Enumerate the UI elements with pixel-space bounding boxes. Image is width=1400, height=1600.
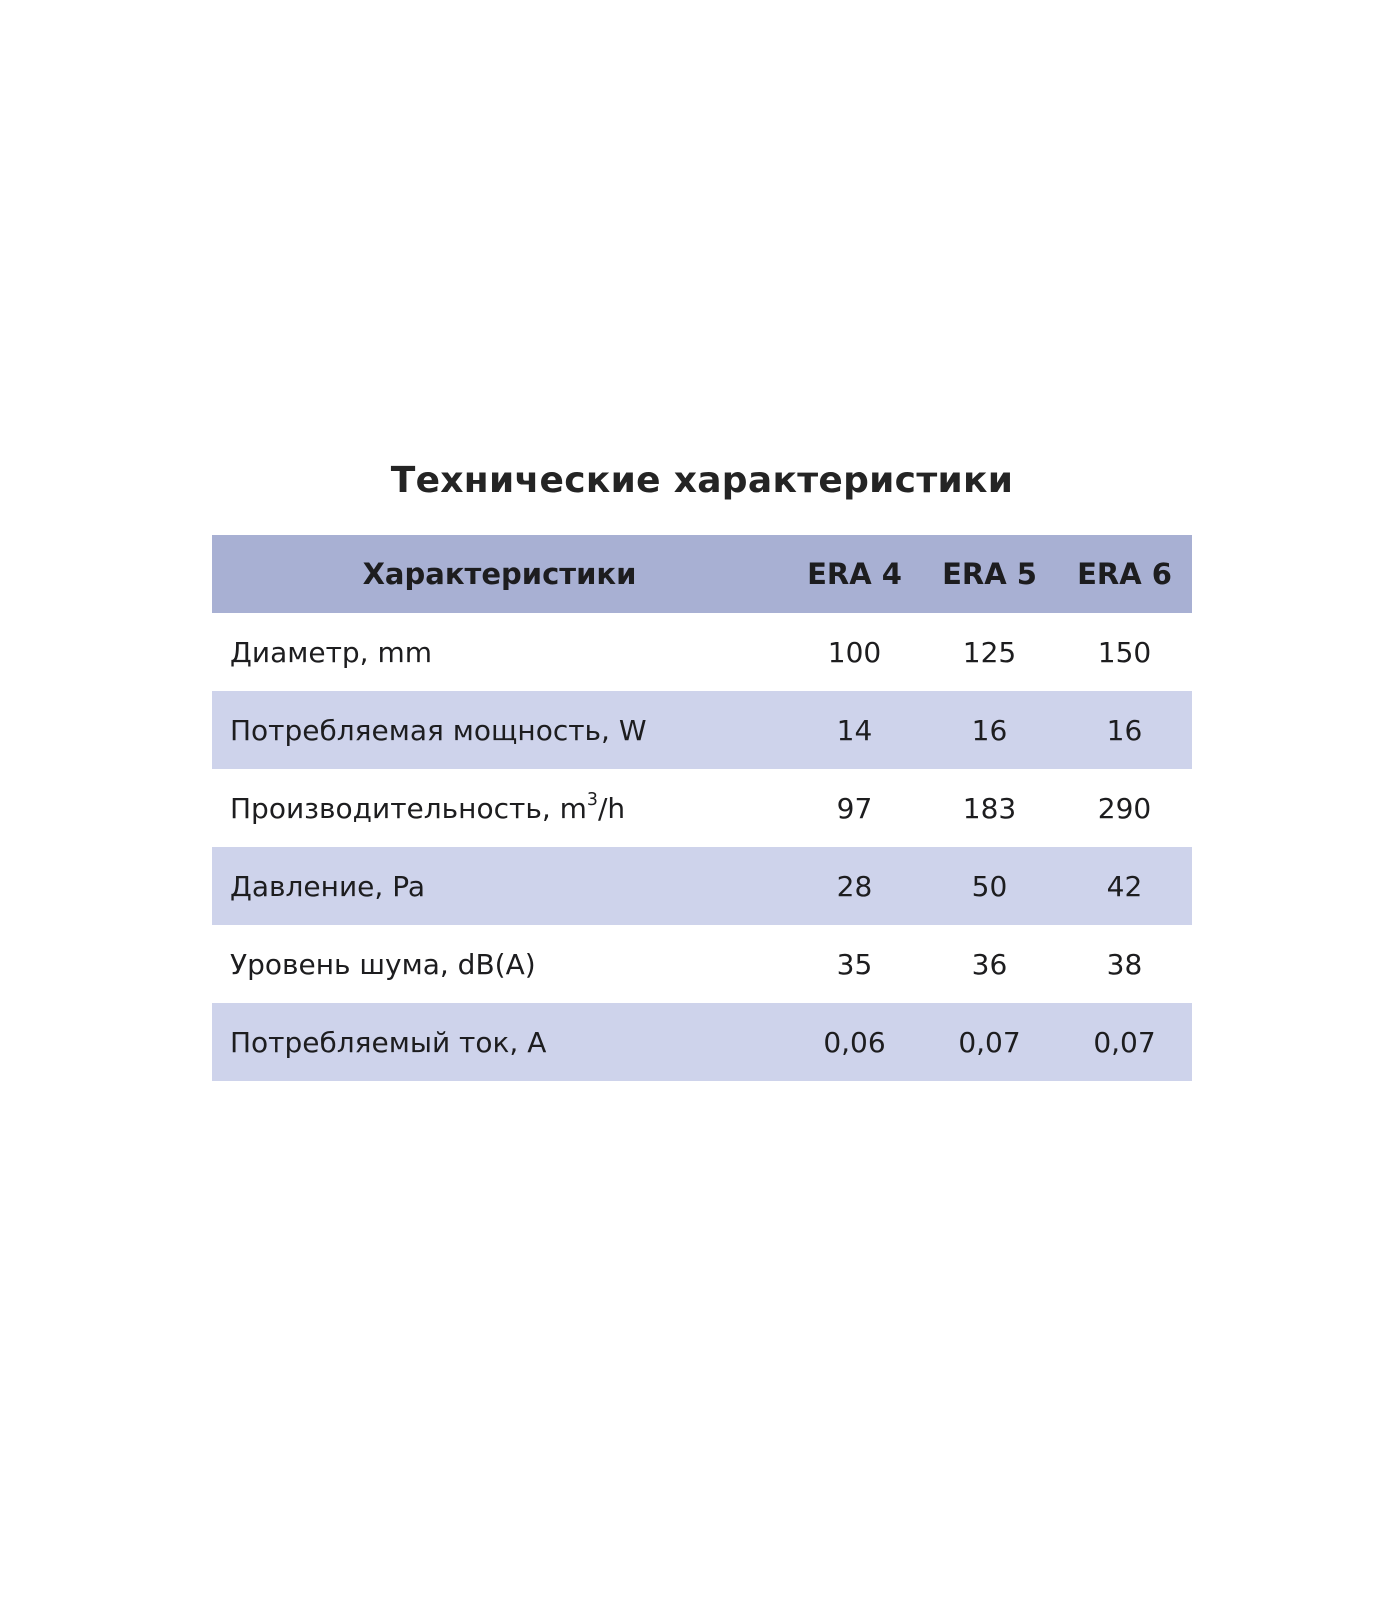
table-header-row xyxy=(212,535,1192,613)
row-label-text: Производительность, m xyxy=(230,791,587,825)
row-label xyxy=(212,636,787,669)
row-value-era6: 150 xyxy=(1097,635,1152,669)
row-value-era5: 36 xyxy=(971,947,1008,981)
row-label-text: Диаметр, mm xyxy=(230,635,433,669)
row-value-era6: 38 xyxy=(1106,947,1143,981)
row-label-superscript: 3 xyxy=(586,789,598,810)
row-label-suffix: /h xyxy=(597,791,626,825)
row-label-text: Потребляемый ток, A xyxy=(230,1025,547,1059)
table-row-pressure xyxy=(212,847,1192,925)
row-label-text: Давление, Pa xyxy=(230,869,425,903)
specs-table xyxy=(212,535,1192,1081)
column-header-era6: ERA 6 xyxy=(1077,557,1172,591)
row-value-era5: 183 xyxy=(962,791,1017,825)
column-header-characteristics: Характеристики xyxy=(362,557,637,591)
row-value-era4: 14 xyxy=(836,713,873,747)
row-label xyxy=(212,948,787,981)
row-value-era4: 97 xyxy=(836,791,873,825)
table-row-diameter xyxy=(212,613,1192,691)
row-value-era4: 28 xyxy=(836,869,873,903)
table-row-noise xyxy=(212,925,1192,1003)
row-label xyxy=(212,1026,787,1059)
row-value-era6: 290 xyxy=(1097,791,1152,825)
page-title: Технические характеристики xyxy=(390,460,1014,501)
row-value-era5: 0,07 xyxy=(958,1025,1021,1059)
row-value-era4: 0,06 xyxy=(823,1025,886,1059)
table-row-airflow xyxy=(212,769,1192,847)
row-value-era6: 16 xyxy=(1106,713,1143,747)
row-value-era6: 42 xyxy=(1106,869,1143,903)
row-label xyxy=(212,870,787,903)
row-value-era5: 50 xyxy=(971,869,1008,903)
column-header-era4: ERA 4 xyxy=(807,557,902,591)
row-label-text: Уровень шума, dB(A) xyxy=(230,947,536,981)
column-header-era5: ERA 5 xyxy=(942,557,1037,591)
row-value-era4: 35 xyxy=(836,947,873,981)
table-row-power xyxy=(212,691,1192,769)
row-value-era5: 125 xyxy=(962,635,1017,669)
row-value-era4: 100 xyxy=(827,635,882,669)
row-label-text: Потребляемая мощность, W xyxy=(230,713,647,747)
row-label xyxy=(212,789,787,825)
table-row-current xyxy=(212,1003,1192,1081)
row-value-era6: 0,07 xyxy=(1093,1025,1156,1059)
row-label xyxy=(212,714,787,747)
row-value-era5: 16 xyxy=(971,713,1008,747)
